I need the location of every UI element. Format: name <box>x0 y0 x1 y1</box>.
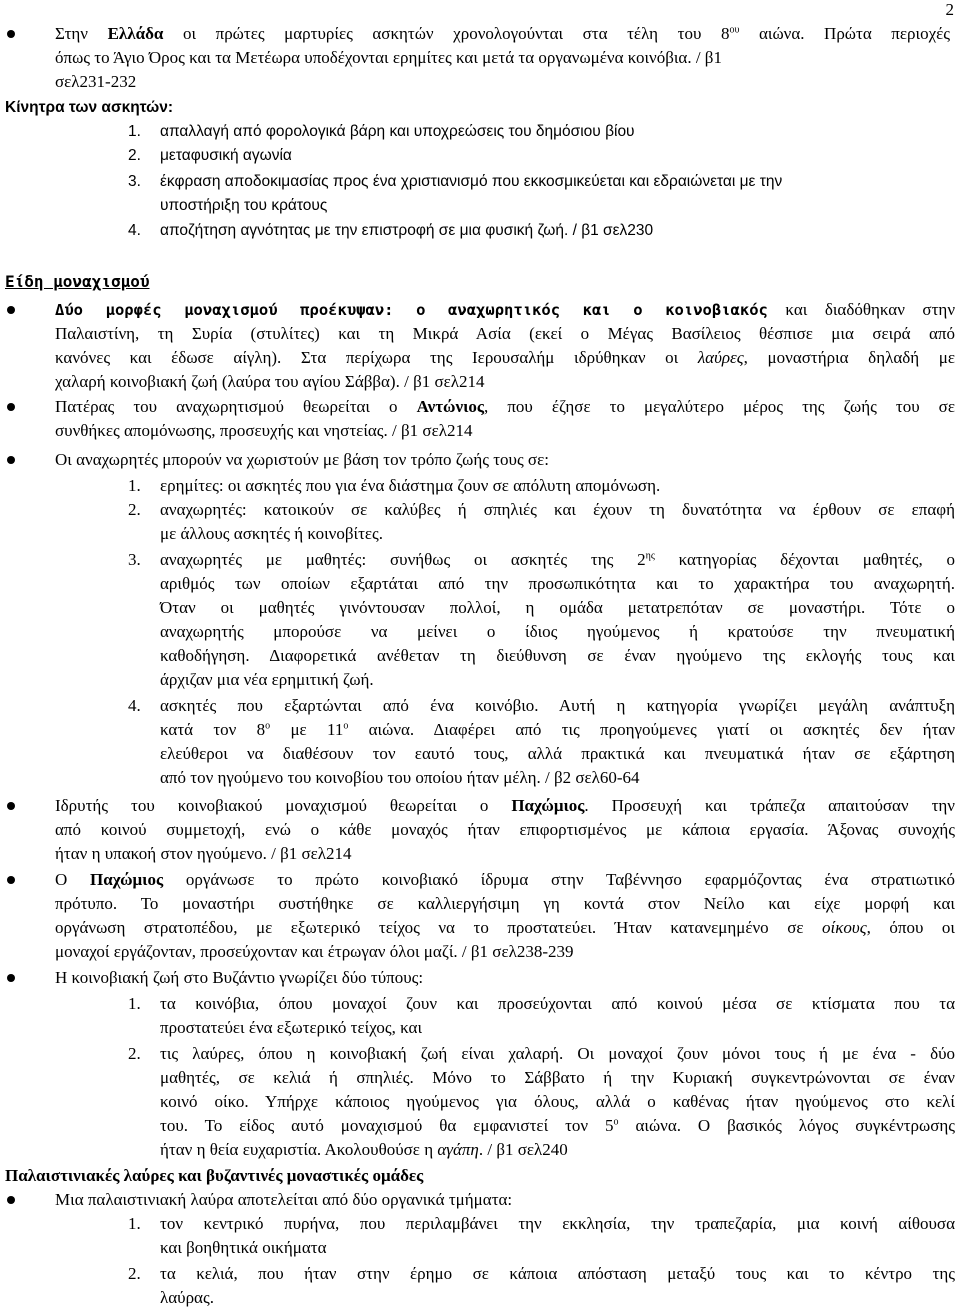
bullet-icon <box>7 403 15 411</box>
list-number: 3. <box>128 173 141 190</box>
list-item-cont: υποστήριξη του κράτους <box>160 197 328 214</box>
list-item-cont: άρχιζαν μια νέα ερημιτική ζωή. <box>160 670 374 689</box>
paragraph-line: σελ231-232 <box>55 72 137 91</box>
bullet-icon <box>7 306 15 314</box>
section-heading: Παλαιστινιακές λαύρες και βυζαντινές μοναστικές ομάδες <box>5 1166 424 1185</box>
paragraph-line: χαλαρή κοινοβιακή ζωή (λαύρα του αγίου Σάββα). / β1 σελ214 <box>55 372 485 391</box>
list-number: 2. <box>128 147 141 164</box>
paragraph-line: Στην Ελλάδα οι πρώτες μαρτυρίες ασκητών χρονολογούνται στα τέλη του $8^{o\upsilon}$ αιώνα. Πρώτα περιοχές <box>55 24 951 43</box>
paragraph-line: Ο Παχώμιος οργάνωσε το πρώτο κοινοβιακό ίδρυμα στην Ταβέννησο εφαρμόζοντας ένα στρατιωτικό <box>55 870 955 889</box>
paragraph-line: Οι αναχωρητές μπορούν να χωριστούν με βάση τον τρόπο ζωής τους σε: <box>55 450 549 469</box>
list-item-cont: αναχωρητής μπορούσε να μείνει ο ίδιος ηγούμενος ή κρατούσε την πνευματική <box>160 622 955 641</box>
list-item: ασκητές που εξαρτώνται από ένα κοινόβιο. Αυτή η κατηγορία γνωρίζει μεγάλη ανάπτυξη <box>160 696 955 715</box>
bullet-icon <box>7 1196 15 1204</box>
list-item: αναχωρητές: κατοικούν σε καλύβες ή σπηλιές και έχουν τη δυνατότητα να έρθουν σε επαφή <box>160 500 955 519</box>
section-heading: Είδη μοναχισμού <box>5 272 150 291</box>
bullet-icon <box>7 30 15 38</box>
paragraph-line: Μια παλαιστινιακή λαύρα αποτελείται από δύο οργανικά τμήματα: <box>55 1190 513 1209</box>
paragraph-line: Παλαιστίνη, τη Συρία (στυλίτες) και τη Μικρά Ασία (εκεί ο Μέγας Βασίλειος θέσπισε μια σειρά από <box>55 324 955 343</box>
list-item-cont: του. Το είδος αυτό μοναχισμού θα εμφανιστεί τον $5^o$ αιώνα. Ο βασικός λόγος συγκέντρωσης <box>160 1116 955 1135</box>
paragraph-line: Η κοινοβιακή ζωή στο Βυζάντιο γνωρίζει δύο τύπους: <box>55 968 424 987</box>
paragraph-line: όπως το Άγιο Όρος και τα Μετέωρα υποδέχονται ερημίτες και μετά τα οργανωμένα κοινόβια. / β1 <box>55 48 722 67</box>
bullet-icon <box>7 876 15 884</box>
list-item: ερημίτες: οι ασκητές που για ένα διάστημα ζουν σε απόλυτη απομόνωση. <box>160 476 661 495</box>
list-number: 1. <box>128 476 141 495</box>
list-number: 4. <box>128 222 141 239</box>
list-item-cont: καθοδήγηση. Διαφορετικά ανέθεταν τη διεύθυνση σε έναν ηγούμενο της εκλογής τους και <box>160 646 955 665</box>
paragraph-line: συνθήκες απομόνωσης, προσευχής και νηστείας. / β1 σελ214 <box>55 421 473 440</box>
list-item-cont: κατά τον $8^o$ με $11^o$ αιώνα. Διαφέρει από τις προηγούμενες γιατί οι ασκητές δεν ήταν <box>160 720 956 739</box>
list-item-cont: κοινό οίκο. Υπήρχε κάποιος ηγούμενος για όλους, αλλά ο καθένας ήταν ηγούμενος στο κελί <box>160 1092 955 1111</box>
list-number: 1. <box>128 994 141 1013</box>
bullet-icon <box>7 456 15 464</box>
list-item: απαλλαγή από φορολογικά βάρη και υποχρεώσεις του δημόσιου βίου <box>160 123 635 140</box>
list-number: 2. <box>128 1264 141 1283</box>
list-item: μεταφυσική αγωνία <box>160 147 292 164</box>
list-item-cont: από τον ηγούμενο του κοινοβίου του οποίου ήταν μέλη. / β2 σελ60-64 <box>160 768 640 787</box>
list-number: 1. <box>128 1214 141 1233</box>
list-item-cont: αριθμός των οποίων εξαρτάται από την προσωπικότητα και το χαρακτήρα του αναχωρητή. <box>160 574 955 593</box>
bullet-icon <box>7 802 15 810</box>
list-item: τις λαύρες, όπου η κοινοβιακή ζωή είναι χαλαρή. Οι μοναχοί ζουν μόνοι τους ή με ένα - δύο <box>160 1044 955 1063</box>
list-item-cont: και βοηθητικά οικήματα <box>160 1238 327 1257</box>
list-item-cont: λαύρας. <box>160 1288 214 1307</box>
list-number: 4. <box>128 696 141 715</box>
paragraph-line: Ιδρυτής του κοινοβιακού μοναχισμού θεωρείται ο Παχώμιος. Προσευχή και τράπεζα απαιτούσαν την <box>55 796 955 815</box>
motives-heading: Κίνητρα των ασκητών: <box>5 99 174 116</box>
paragraph-line: πρότυπο. Το μοναστήρι συστήθηκε σε καλλιεργήσιμη γη κοντά στον Νείλο και είχε μορφή και <box>55 894 955 913</box>
list-item: αναχωρητές με μαθητές: συνήθως οι ασκητές της $2^{\eta\varsigma}$ κατηγορίας δέχονται μαθητές, ο <box>160 550 955 569</box>
paragraph-line: Πατέρας του αναχωρητισμού θεωρείται ο Αντώνιος, που έζησε το μεγαλύτερο μέρος της ζωής του σε <box>55 397 955 416</box>
list-item-cont: προστατεύει ένα εξωτερικό τείχος, και <box>160 1018 423 1037</box>
list-item: τα κελιά, που ήταν στην έρημο σε κάποια απόσταση μεταξύ τους και το κέντρο της <box>160 1264 955 1283</box>
list-item: αποζήτηση αγνότητας με την επιστροφή σε μια φυσική ζωή. / β1 σελ230 <box>160 222 654 239</box>
list-item: τον κεντρικό πυρήνα, που περιλαμβάνει την εκκλησία, την τραπεζαρία, μια κοινή αίθουσα <box>160 1214 955 1233</box>
list-number: 2. <box>128 500 141 519</box>
page-number: 2 <box>945 0 954 19</box>
list-number: 3. <box>128 550 141 569</box>
list-number: 2. <box>128 1044 141 1063</box>
list-number: 1. <box>128 123 141 140</box>
paragraph-line: κανόνες και έδωσε αίγλη). Στα περίχωρα της Ιερουσαλήμ ιδρύθηκαν οι λαύρες, μοναστήρια δηλαδή με <box>55 348 955 367</box>
paragraph-line: από κοινού συμμετοχή, ενώ ο κάθε μοναχός ήταν επιφορτισμένος με κάποια εργασία. Άξονας συνοχής <box>55 820 955 839</box>
paragraph-line: ήταν η υπακοή στον ηγούμενο. / β1 σελ214 <box>55 844 352 863</box>
list-item-cont: μαθητές, σε κελιά ή σπηλιές. Μόνο το Σάββατο ή την Κυριακή συγκεντρώνονται σε έναν <box>160 1068 955 1087</box>
list-item: τα κοινόβια, όπου μοναχοί ζουν και προσεύχονται από κοινού μέσα σε κτίσματα που τα <box>160 994 955 1013</box>
list-item: έκφραση αποδοκιμασίας προς ένα χριστιανισμό που εκκοσμικεύεται και εδραιώνεται με την <box>160 173 783 190</box>
paragraph-line: Δύο μορφές μοναχισμού προέκυψαν: ο αναχωρητικός και ο κοινοβιακός και διαδόθηκαν στην <box>55 300 955 319</box>
bullet-icon <box>7 974 15 982</box>
list-item-cont: Όταν οι μαθητές γινόντουσαν πολλοί, η ομάδα μετατρεπόταν σε μοναστήρι. Τότε ο <box>160 598 955 617</box>
list-item-cont: ήταν η θεία ευχαριστία. Ακολουθούσε η αγάπη. / β1 σελ240 <box>160 1140 568 1159</box>
paragraph-line: μοναχοί εργάζονταν, προσεύχονταν και έτρωγαν όλοι μαζί. / β1 σελ238-239 <box>55 942 574 961</box>
list-item-cont: με άλλους ασκητές ή κοινοβίτες. <box>160 524 384 543</box>
paragraph-line: οργάνωση στρατοπέδου, με εξωτερικό τείχος να το προστατεύει. Ήταν κατανεμημένο σε οίκους, όπου οι <box>55 918 955 937</box>
list-item-cont: ελεύθεροι να διαθέσουν τον εαυτό τους, αλλά πρακτικά και πνευματικά ήταν σε εξάρτηση <box>160 744 955 763</box>
